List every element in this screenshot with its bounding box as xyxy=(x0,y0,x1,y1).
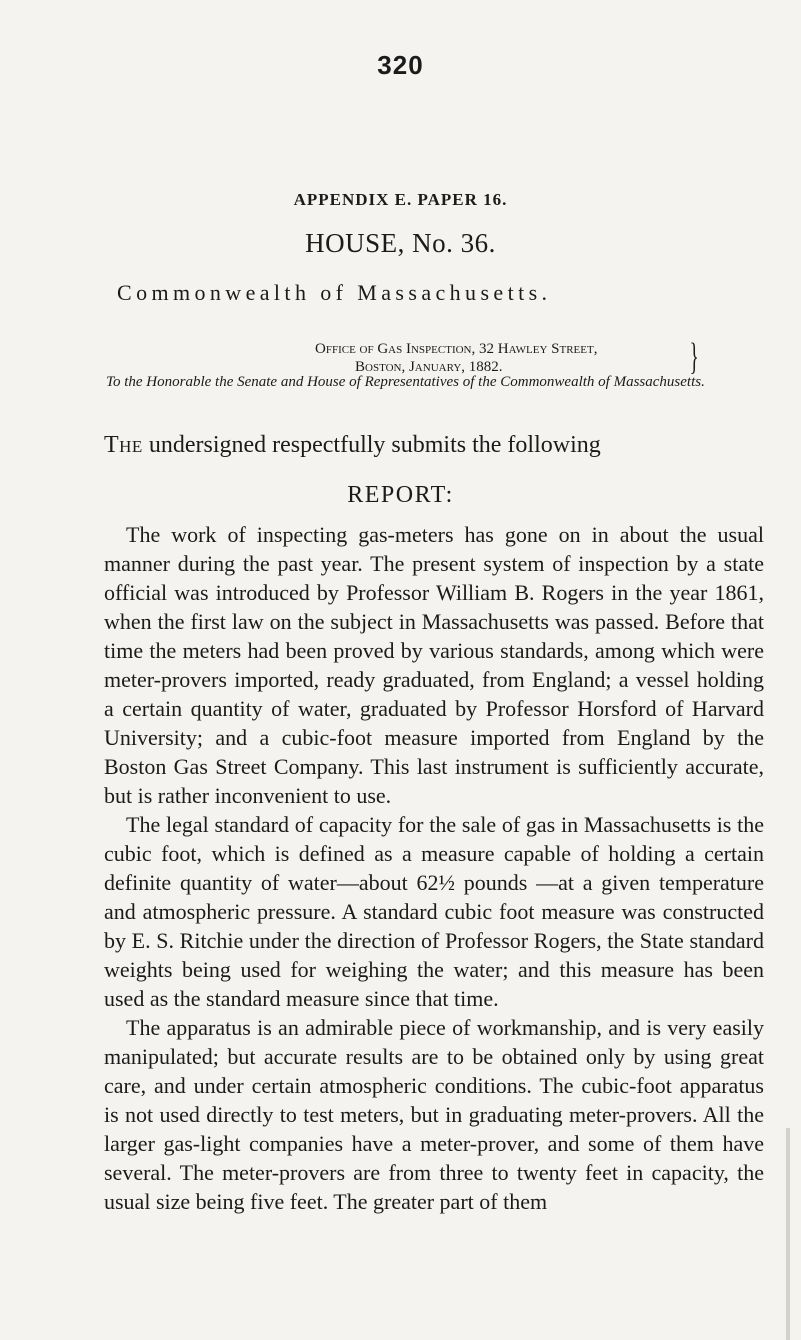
salutation: To the Honorable the Senate and House of Representatives of the Commonwealth of Massachusetts. xyxy=(106,374,705,390)
house-document-number: HOUSE, No. 36. xyxy=(305,228,496,258)
paragraph: The apparatus is an admirable piece of workmanship, and is very easily manipulated; but accurate results are to be obtained only by using great care, and under certain atmospheric conditions. The cubic-foot apparatus is not used directly to test meters, but in graduating meter-provers. All the larger gas-light companies have a meter-prover, and some of them have several. The meter-provers are from three to twenty feet in capacity, the usual size being five feet. The greater part of them xyxy=(104,1015,764,1214)
commonwealth-title-text: Commonwealth of Massachusetts. xyxy=(117,280,552,305)
brace-mark: } xyxy=(689,336,699,378)
page-edge-shadow xyxy=(786,1128,790,1340)
appendix-heading: APPENDIX E. PAPER 16. xyxy=(293,190,508,209)
commonwealth-title xyxy=(117,280,737,306)
report-body xyxy=(104,520,764,1216)
report-heading: REPORT: xyxy=(347,482,454,508)
office-address-block xyxy=(315,340,597,376)
office-address-line: Office of Gas Inspection, 32 Hawley Street, xyxy=(315,341,598,357)
intro-rest: undersigned respectfully submits the following xyxy=(142,432,601,458)
office-date-line: Boston, January, 1882. xyxy=(355,359,503,375)
intro-sentence xyxy=(104,432,601,459)
paragraph: The legal standard of capacity for the sale of gas in Massachusetts is the cubic foot, which is defined as a measure capable of holding a certain definite quantity of water—about 62½ pounds —at a given temperature and atmospheric pressure. A standard cubic foot measure was constructed by E. S. Ritchie under the direction of Professor Rogers, the State standard weights being used for weighing the water; and this measure has been used as the standard measure since that time. xyxy=(104,812,764,1011)
intro-first-word: The xyxy=(104,432,143,458)
page-number: 320 xyxy=(377,50,424,80)
paragraph: The work of inspecting gas-meters has gone on in about the usual manner during the past year. The present system of inspection by a state official was introduced by Professor William B. Rogers in the year 1861, when the first law on the subject in Massachusetts was passed. Before that time the meters had been proved by various standards, among which were meter-provers imported, ready graduated, from England; a vessel holding a certain quantity of water, graduated by Professor Horsford of Harvard University; and a cubic-foot measure imported from England by the Boston Gas Street Company. This last instrument is sufficiently accurate, but is rather inconvenient to use. xyxy=(104,522,764,808)
